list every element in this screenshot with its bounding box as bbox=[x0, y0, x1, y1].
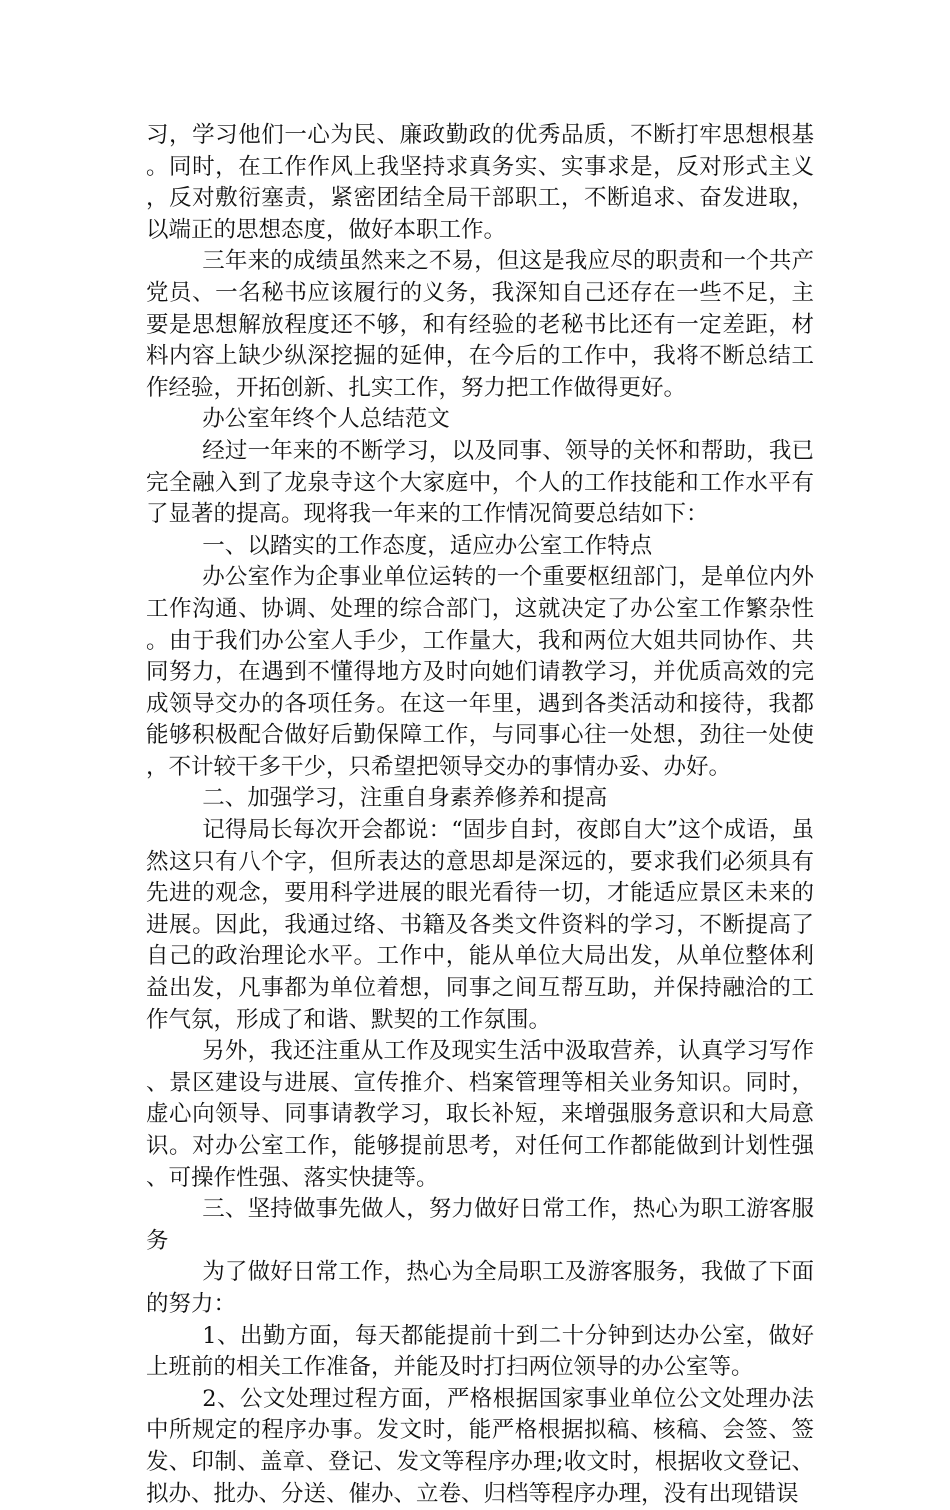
paragraph: 为了做好日常工作，热心为全局职工及游客服务，我做了下面的努力： bbox=[146, 1259, 814, 1317]
section-heading: 三、坚持做事先做人，努力做好日常工作，热心为职工游客服务 bbox=[146, 1196, 814, 1254]
paragraph: 另外，我还注重从工作及现实生活中汲取营养，认真学习写作、景区建设与进展、宣传推介、档案管理等相关业务知识。同时，虚心向领导、同事请教学习，取长补短，来增强服务意识和大局意识。对办公室工作，能够提前思考，对任何工作都能做到计划性强、可操作性强、落实快捷等。 bbox=[146, 1038, 814, 1191]
paragraph: 经过一年来的不断学习，以及同事、领导的关怀和帮助，我已完全融入到了龙泉寺这个大家庭中，个人的工作技能和工作水平有了显著的提高。现将我一年来的工作情况简要总结如下： bbox=[146, 437, 814, 528]
section-heading: 一、以踏实的工作态度，适应办公室工作特点 bbox=[202, 532, 653, 559]
list-item: 2、公文处理过程方面，严格根据国家事业单位公文处理办法中所规定的程序办事。发文时，能严格根据拟稿、核稿、会签、签发、印制、盖章、登记、发文等程序办理;收文时，根据收文登记、拟办、批办、分送、催办、立卷、归档等程序办理，没有出现错误 bbox=[146, 1385, 814, 1507]
section-heading: 二、加强学习，注重自身素养修养和提高 bbox=[202, 785, 608, 812]
paragraph: 记得局长每次开会都说：“固步自封，夜郎自大”这个成语，虽然这只有八个字，但所表达的意思却是深远的，要求我们必须具有先进的观念，要用科学进展的眼光看待一切，才能适应景区未来的进展。因此，我通过络、书籍及各类文件资料的学习，不断提高了自己的政治理论水平。工作中，能从单位大局出发，从单位整体利益出发，凡事都为单位着想，同事之间互帮互助，并保持融洽的工作气氛，形成了和谐、默契的工作氛围。 bbox=[146, 817, 814, 1033]
paragraph: 办公室作为企事业单位运转的一个重要枢纽部门，是单位内外工作沟通、协调、处理的综合部门，这就决定了办公室工作繁杂性。由于我们办公室人手少，工作量大，我和两位大姐共同协作、共同努力，在遇到不懂得地方及时向她们请教学习，并优质高效的完成领导交办的各项任务。在这一年里，遇到各类活动和接待，我都能够积极配合做好后勤保障工作，与同事心往一处想，劲往一处使，不计较干多干少，只希望把领导交办的事情办妥、办好。 bbox=[146, 564, 814, 780]
paragraph: 习，学习他们一心为民、廉政勤政的优秀品质，不断打牢思想根基。同时，在工作作风上我坚持求真务实、实事求是，反对形式主义，反对敷衍塞责，紧密团结全局干部职工，不断追求、奋发进取，以端正的思想态度，做好本职工作。 bbox=[146, 122, 814, 243]
document-body bbox=[146, 120, 814, 1510]
list-item: 1、出勤方面，每天都能提前十到二十分钟到达办公室，做好上班前的相关工作准备，并能及时打扫两位领导的办公室等。 bbox=[146, 1322, 814, 1381]
section-title: 办公室年终个人总结范文 bbox=[202, 406, 450, 433]
paragraph: 三年来的成绩虽然来之不易，但这是我应尽的职责和一个共产党员、一名秘书应该履行的义务，我深知自己还存在一些不足，主要是思想解放程度还不够，和有经验的老秘书比还有一定差距，材料内容上缺少纵深挖掘的延伸，在今后的工作中，我将不断总结工作经验，开拓创新、扎实工作，努力把工作做得更好。 bbox=[146, 248, 814, 401]
